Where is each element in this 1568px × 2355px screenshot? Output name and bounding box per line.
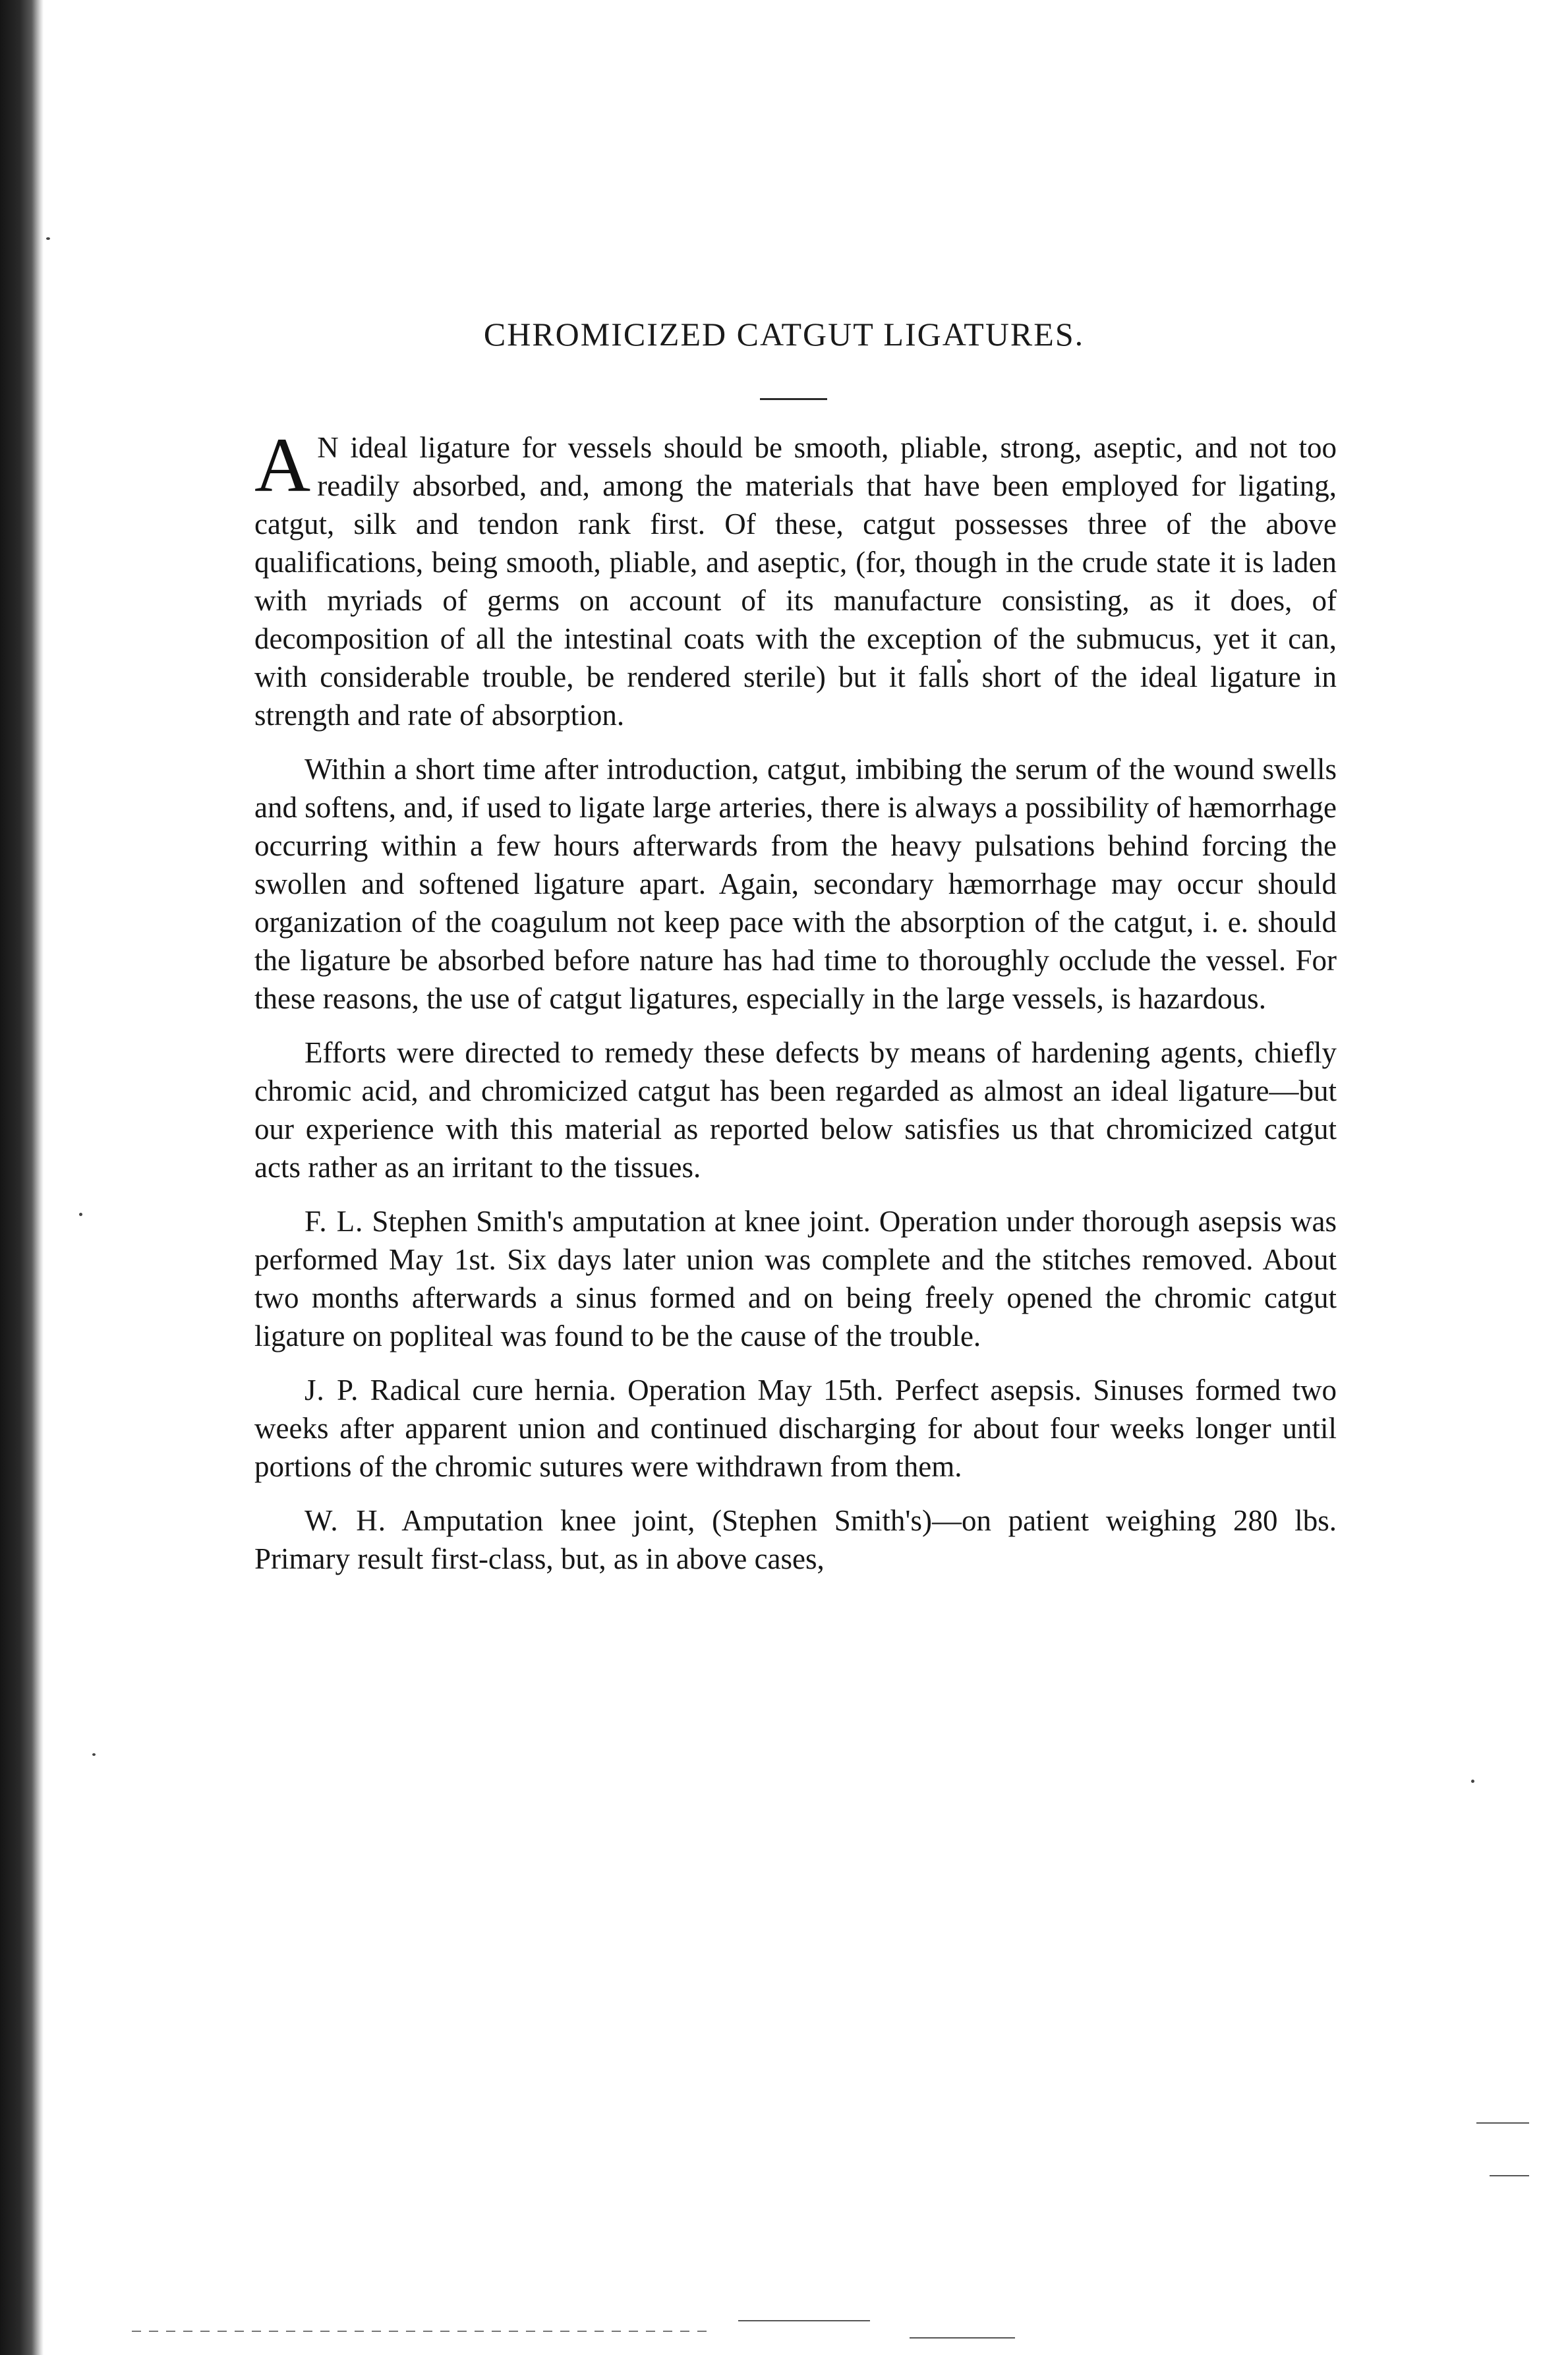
scan-speck [92,1753,96,1756]
paragraph-text: Radical cure hernia. Operation May 15th. Perfect asepsis. Sinuses formed two weeks after apparent union and continued discharging for about four weeks longer until portions of the chromic sutures were withdrawn from them. [254,1374,1337,1483]
paragraph-text: N ideal ligature for vessels should be smooth, pliable, strong, aseptic, and not too readily absorbed, and, among the materials that have been employed for ligating, catgut, silk and tendon rank first. Of these, catgut possesses three of the above qualifications, being smooth, pliable, and aseptic, (for, though in the crude state it is laden with myriads of germs on account of its manufacture consisting, as it does, of decomposition of all the intestinal coats with the exception of the submucus, yet it can, with considerable trouble, be rendered sterile) but it falls short of the ideal ligature in strength and rate of absorption. [254,431,1337,732]
case-report-fl [254,1202,1337,1355]
paragraph-text: Stephen Smith's amputation at knee joint. Operation under thorough asepsis was performed May 1st. Six days later union was complete and the stitches removed. About two months afterwards a sinus formed and on being freely opened the chromic catgut ligature on popliteal was found to be the cause of the trouble. [254,1205,1337,1352]
scan-speck [1471,1780,1474,1783]
drop-cap: A [254,422,311,508]
scan-speck [79,1213,82,1216]
scan-mark [738,2320,870,2321]
scan-bottom-rule [132,2331,712,2332]
paragraph-absorption [254,750,1337,1018]
case-report-jp [254,1371,1337,1486]
paragraph-text: Within a short time after introduction, catgut, imbibing the serum of the wound swells and softens, and, if used to ligate large arteries, there is always a possibility of hæmorrhage occurring within a few hours afterwards from the heavy pulsations behind forcing the swollen and softened ligature apart. Again, secondary hæmorrhage may occur should organization of the coagulum not keep pace with the absorption of the catgut, i. e. should the ligature be absorbed before nature has had time to thoroughly occlude the vessel. For these reasons, the use of catgut ligatures, especially in the large vessels, is hazardous. [254,753,1337,1015]
paragraph-text: Amputation knee joint, (Stephen Smith's)—on patient weighing 280 lbs. Primary result first-class, but, as in above cases, [254,1504,1337,1575]
case-initials: J. P. [305,1374,359,1407]
paragraph-hardening [254,1033,1337,1186]
scan-speck [46,237,50,240]
scan-mark [1476,2122,1529,2124]
title-rule [760,398,827,400]
scan-mark [1490,2175,1529,2176]
page-title: CHROMICIZED CATGUT LIGATURES. [483,316,1085,353]
case-initials: F. L. [305,1205,364,1238]
paragraph-text: Efforts were directed to remedy these defects by means of hardening agents, chiefly chromic acid, and chromicized catgut has been regarded as almost an ideal ligature—but our experience with this material as reported below satisfies us that chromicized catgut acts rather as an irritant to the tissues. [254,1036,1337,1184]
case-initials: W. H. [305,1504,387,1537]
body-text [254,422,1337,1594]
scan-mark [910,2337,1015,2339]
case-report-wh [254,1501,1337,1578]
paragraph-intro [254,422,1337,734]
